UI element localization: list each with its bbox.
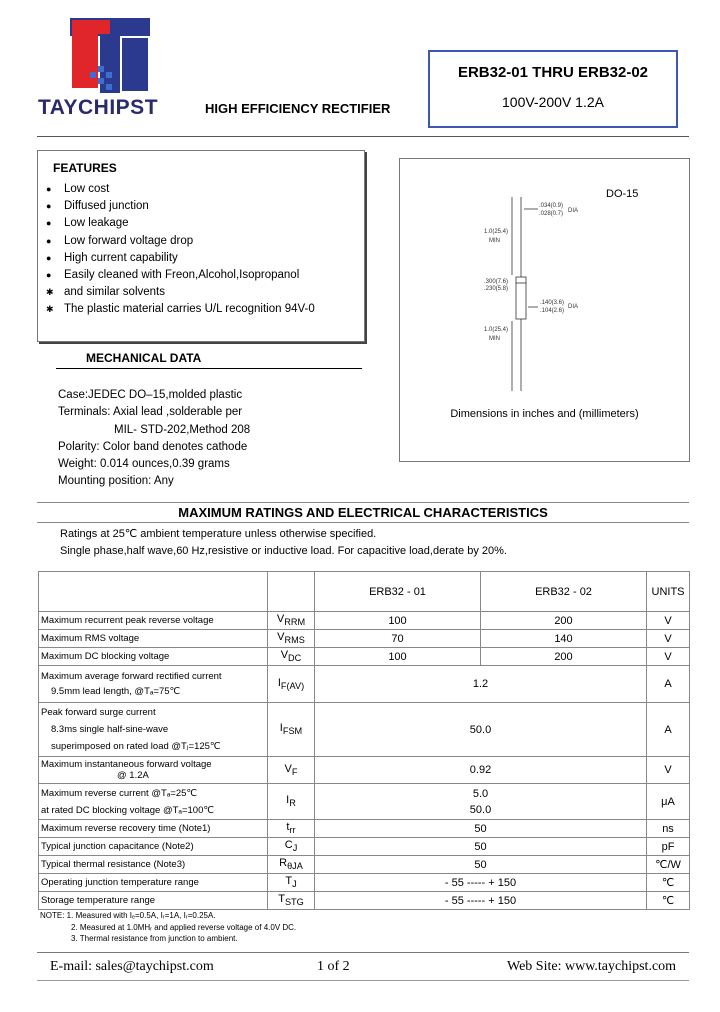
dim-label: .300(7.6) (484, 279, 509, 285)
unit-cell: A (647, 666, 690, 703)
table-row (39, 703, 690, 757)
param-cell: Maximum RMS voltage (39, 630, 268, 648)
dim-label: MIN (489, 238, 500, 244)
table-row (39, 630, 690, 648)
package-diagram-box (399, 158, 690, 462)
mechanical-line: MIL- STD-202,Method 208 (114, 423, 251, 436)
symbol-cell: $V_F$ (268, 757, 315, 784)
mechanical-line: Terminals: Axial lead ,solderable per (58, 406, 243, 419)
table-row (39, 820, 690, 838)
list-item: ● Easily cleaned with Freon,Alcohol,Isopropanol (46, 267, 315, 284)
param-cell: Maximum average forward rectified current 9.5mm lead length, @Tₐ=75℃ (39, 666, 268, 703)
list-item: ● Low leakage (46, 215, 315, 232)
table-row (39, 856, 690, 874)
taychipst-logo (70, 18, 150, 93)
symbol-cell: $T_{STG}$ (268, 892, 315, 910)
ratings-title: MAXIMUM RATINGS AND ELECTRICAL CHARACTERISTICS (37, 502, 689, 523)
dim-label: .104(2.6) (540, 308, 565, 314)
mechanical-line: Case:JEDEC DO–15,molded plastic (58, 389, 243, 401)
value-cell: 100 (315, 648, 481, 666)
header-cell: UNITS (647, 572, 690, 612)
dim-label: .028(0.7) (539, 211, 564, 217)
unit-cell: pF (647, 838, 690, 856)
document-subtitle: HIGH EFFICIENCY RECTIFIER (205, 101, 391, 116)
symbol-cell: $T_J$ (268, 874, 315, 892)
param-cell: Maximum reverse recovery time (Note1) (39, 820, 268, 838)
unit-cell: V (647, 648, 690, 666)
value-cell: - 55 ----- + 150 (315, 874, 647, 892)
table-row (39, 757, 690, 784)
bullet-icon: ● (46, 201, 52, 212)
dim-label: DIA (568, 208, 579, 214)
table-row (39, 784, 690, 820)
bullet-icon: ✱ (46, 287, 54, 298)
footer-email: E-mail: sales@taychipst.com (50, 959, 214, 974)
dim-label: DIA (568, 304, 579, 310)
list-item: ● Diffused junction (46, 198, 315, 215)
features-title: FEATURES (53, 161, 117, 175)
value-cell: 0.92 (315, 757, 647, 784)
package-outline-diagram (400, 159, 689, 399)
note-line: 2. Measured at 1.0MHᵣ and applied reverse voltage of 4.0V DC. (71, 922, 297, 932)
table-notes (40, 910, 296, 945)
header-cell (268, 572, 315, 612)
page-number: 1 of 2 (317, 959, 350, 974)
unit-cell: V (647, 630, 690, 648)
mechanical-title: MECHANICAL DATA (56, 351, 362, 369)
param-cell: Maximum recurrent peak reverse voltage (39, 612, 268, 630)
table-row (39, 666, 690, 703)
dim-label: 1.0(25.4) (484, 229, 509, 235)
package-name: DO-15 (606, 188, 639, 200)
value-cell: 200 (481, 612, 647, 630)
list-item: ● Low cost (46, 181, 315, 198)
dimension-note: Dimensions in inches and (millimeters) (450, 408, 639, 420)
unit-cell: V (647, 612, 690, 630)
param-cell: Maximum DC blocking voltage (39, 648, 268, 666)
symbol-cell: $R_{\theta JA}$ (268, 856, 315, 874)
mechanical-line: Mounting position: Any (58, 475, 174, 488)
dim-label: .140(3.6) (540, 300, 565, 306)
header-cell: ERB32 - 02 (481, 572, 647, 612)
value-cell: 50 (315, 820, 647, 838)
param-cell: Peak forward surge current 8.3ms single half-sine-wave superimposed on rated load @Tⱼ=125℃ (39, 703, 268, 757)
unit-cell: ℃ (647, 892, 690, 910)
value-cell: 50 (315, 838, 647, 856)
dim-label: .230(5.8) (484, 286, 509, 292)
symbol-cell: $V_{RMS}$ (268, 630, 315, 648)
value-cell: - 55 ----- + 150 (315, 892, 647, 910)
symbol-cell: $I_R$ (268, 784, 315, 820)
unit-cell: V (647, 757, 690, 784)
note-line: NOTE: 1. Measured with Iₑ=0.5A, Iᵣ=1A, Iᵣ=0.25A. (40, 911, 216, 920)
table-row (39, 612, 690, 630)
bullet-icon: ● (46, 269, 52, 280)
value-cell: 100 (315, 612, 481, 630)
header-cell: ERB32 - 01 (315, 572, 481, 612)
part-spec: 100V-200V 1.2A (502, 94, 604, 110)
symbol-cell: $C_J$ (268, 838, 315, 856)
header-divider (37, 136, 689, 137)
bullet-icon: ✱ (46, 304, 54, 315)
dim-label: 1.0(25.4) (484, 327, 509, 333)
mechanical-data (58, 387, 250, 491)
unit-cell: ℃/W (647, 856, 690, 874)
part-number: ERB32-01 THRU ERB32-02 (457, 64, 649, 81)
mechanical-line: Polarity: Color band denotes cathode (58, 440, 248, 453)
dim-label: MIN (489, 336, 500, 342)
symbol-cell: $t_{rr}$ (268, 820, 315, 838)
unit-cell: ℃ (647, 874, 690, 892)
list-item: ● High current capability (46, 250, 315, 267)
features-list (46, 181, 315, 319)
symbol-cell: $V_{DC}$ (268, 648, 315, 666)
param-cell: Operating junction temperature range (39, 874, 268, 892)
features-box (37, 150, 365, 342)
brand-name: TAYCHIPST (38, 96, 159, 119)
unit-cell: ns (647, 820, 690, 838)
bottom-rule (37, 980, 689, 981)
table-header-row (39, 572, 690, 612)
param-cell: Typical thermal resistance (Note3) (39, 856, 268, 874)
ratings-table (38, 571, 690, 910)
bullet-icon: ● (46, 252, 52, 263)
bullet-icon: ● (46, 235, 52, 246)
value-cell: 70 (315, 630, 481, 648)
symbol-cell: $I_{FSM}$ (268, 703, 315, 757)
value-cell: 50 (315, 856, 647, 874)
param-cell: Maximum reverse current @Tₐ=25℃ at rated DC blocking voltage @Tₐ=100℃ (39, 784, 268, 820)
symbol-cell: $V_{RRM}$ (268, 612, 315, 630)
table-row (39, 648, 690, 666)
footer-divider (37, 952, 689, 953)
ratings-note: Single phase,half wave,60 Hz,resistive or inductive load. For capacitive load,derate by 20%. (60, 545, 507, 557)
bullet-icon: ● (46, 184, 52, 194)
unit-cell: μA (647, 784, 690, 820)
list-item: ● Low forward voltage drop (46, 233, 315, 250)
table-row (39, 892, 690, 910)
list-item: ✱ and similar solvents (46, 284, 315, 301)
symbol-cell: $I_{F(AV)}$ (268, 666, 315, 703)
ratings-note: Ratings at 25℃ ambient temperature unless otherwise specified. (60, 528, 377, 540)
value-cell: 50.0 (315, 703, 647, 757)
header-cell (39, 572, 268, 612)
dim-label: .034(0.9) (539, 203, 564, 209)
value-cell: 200 (481, 648, 647, 666)
param-cell: Typical junction capacitance (Note2) (39, 838, 268, 856)
footer-website: Web Site: www.taychipst.com (507, 959, 677, 974)
part-number-box (428, 50, 678, 128)
mechanical-line: Weight: 0.014 ounces,0.39 grams (58, 458, 230, 471)
list-item: ✱ The plastic material carries U/L recognition 94V-0 (46, 301, 315, 318)
bullet-icon: ● (46, 218, 52, 229)
value-cell: 5.0 50.0 (315, 784, 647, 820)
table-row (39, 838, 690, 856)
value-cell: 140 (481, 630, 647, 648)
note-line: 3. Thermal resistance from junction to ambient. (71, 934, 238, 943)
value-cell: 1.2 (315, 666, 647, 703)
param-cell: Maximum instantaneous forward voltage @ 1.2A (39, 757, 268, 784)
param-cell: Storage temperature range (39, 892, 268, 910)
unit-cell: A (647, 703, 690, 757)
table-row (39, 874, 690, 892)
